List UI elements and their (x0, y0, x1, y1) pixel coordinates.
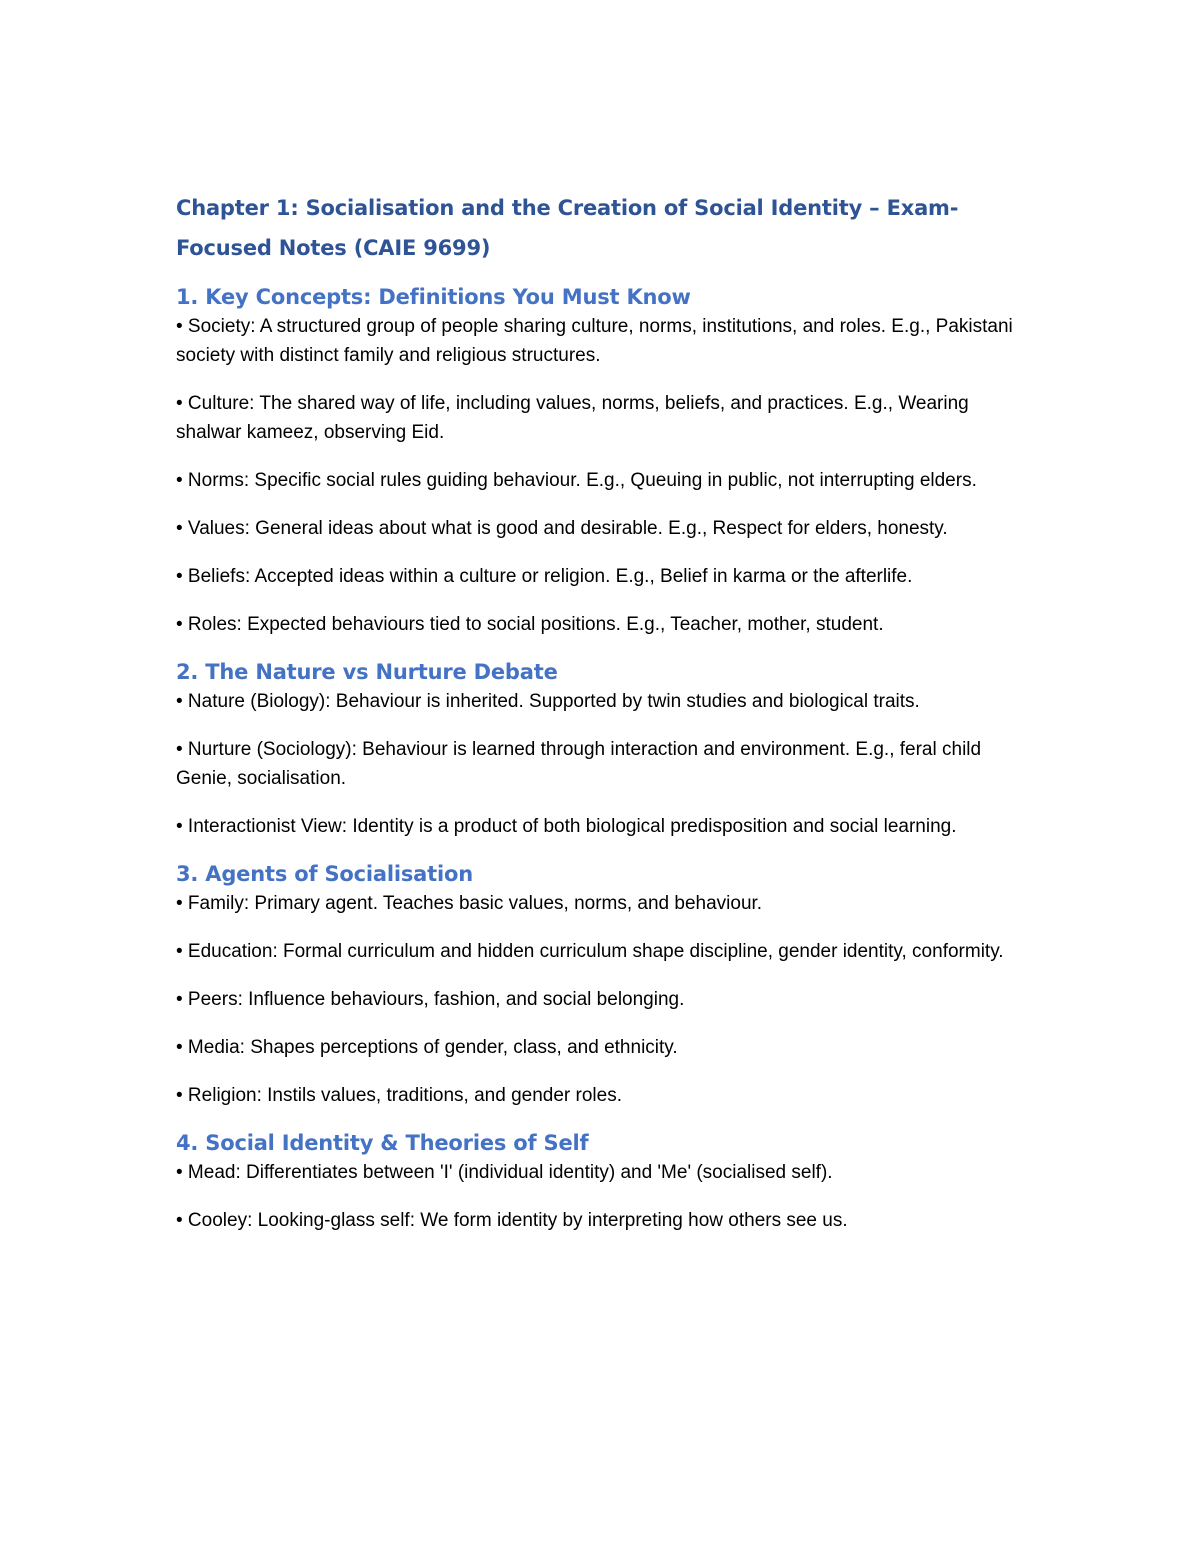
bullet-item: • Religion: Instils values, traditions, and gender roles. (176, 1085, 622, 1106)
section-nature-nurture (176, 657, 1036, 841)
section-heading: 2. The Nature vs Nurture Debate (176, 660, 558, 684)
bullet-item: • Mead: Differentiates between 'I' (individual identity) and 'Me' (socialised self). (176, 1162, 833, 1183)
section-heading: 4. Social Identity & Theories of Self (176, 1131, 589, 1155)
bullet-item: • Education: Formal curriculum and hidden curriculum shape discipline, gender identity, conformity. (176, 941, 1004, 962)
bullet-item: • Cooley: Looking-glass self: We form identity by interpreting how others see us. (176, 1210, 848, 1231)
section-key-concepts (176, 282, 1036, 639)
bullet-item: • Media: Shapes perceptions of gender, class, and ethnicity. (176, 1037, 678, 1058)
section-social-identity (176, 1128, 1036, 1235)
section-heading: 1. Key Concepts: Definitions You Must Know (176, 285, 691, 309)
bullet-item: • Society: A structured group of people sharing culture, norms, institutions, and roles. E.g., Pakistani society with distinct family and religious structures. (176, 316, 1013, 366)
bullet-item: • Values: General ideas about what is good and desirable. E.g., Respect for elders, honesty. (176, 518, 948, 539)
section-agents (176, 859, 1036, 1110)
bullet-item: • Family: Primary agent. Teaches basic values, norms, and behaviour. (176, 893, 763, 914)
bullet-item: • Culture: The shared way of life, including values, norms, beliefs, and practices. E.g., Wearing shalwar kameez, observing Eid. (176, 393, 969, 443)
bullet-item: • Nurture (Sociology): Behaviour is learned through interaction and environment. E.g., feral child Genie, socialisation. (176, 739, 982, 789)
bullet-item: • Norms: Specific social rules guiding behaviour. E.g., Queuing in public, not interrupting elders. (176, 470, 977, 491)
bullet-item: • Interactionist View: Identity is a product of both biological predisposition and social learning. (176, 816, 957, 837)
bullet-item: • Nature (Biology): Behaviour is inherited. Supported by twin studies and biological traits. (176, 691, 920, 712)
bullet-item: • Beliefs: Accepted ideas within a culture or religion. E.g., Belief in karma or the afterlife. (176, 566, 913, 587)
document-content (176, 188, 1036, 1235)
bullet-item: • Roles: Expected behaviours tied to social positions. E.g., Teacher, mother, student. (176, 614, 884, 635)
bullet-item: • Peers: Influence behaviours, fashion, and social belonging. (176, 989, 685, 1010)
document-title: Chapter 1: Socialisation and the Creation of Social Identity – Exam-Focused Notes (CAIE 9699) (176, 196, 959, 260)
section-heading: 3. Agents of Socialisation (176, 862, 473, 886)
